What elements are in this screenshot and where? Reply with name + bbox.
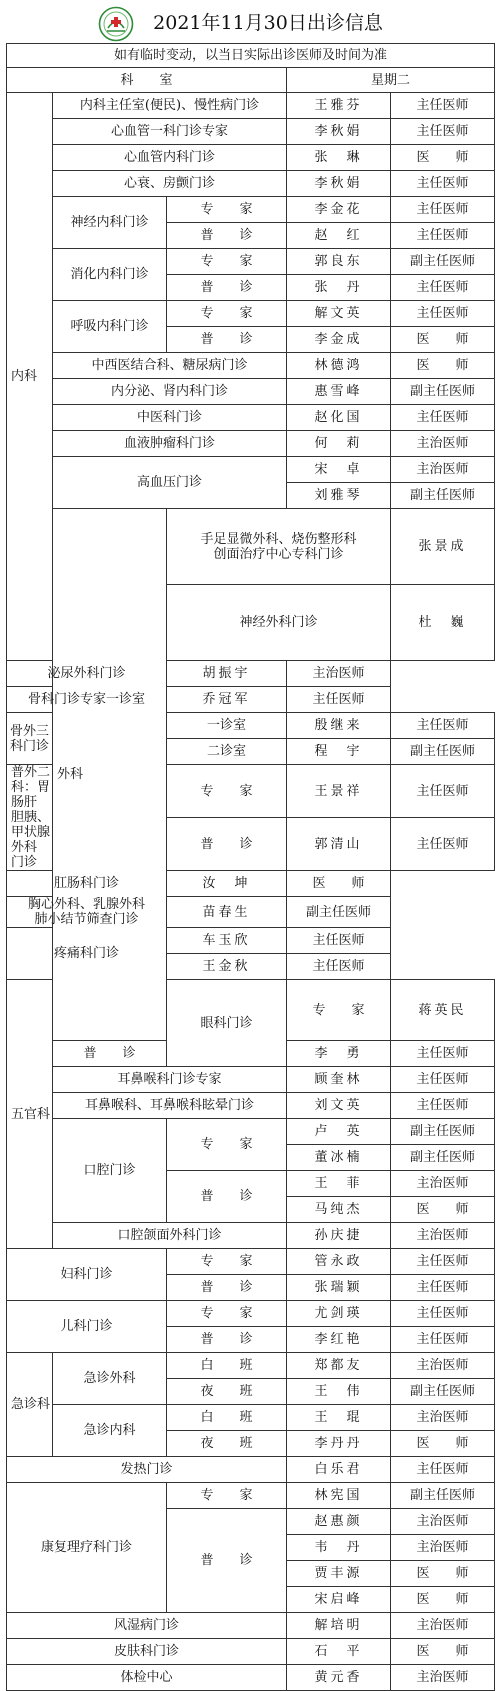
table-cell: 主治医师: [391, 457, 495, 483]
table-cell: 林宪国: [287, 1483, 391, 1509]
table-cell: 刘雅琴: [287, 483, 391, 509]
table-cell: 医 师: [287, 871, 391, 897]
table-cell: 张 丹: [287, 275, 391, 301]
table-cell: 主任医师: [391, 1249, 495, 1275]
table-cell: 医 师: [391, 1561, 495, 1587]
table-cell: 王 伟: [287, 1379, 391, 1405]
table-cell: 耳鼻喉科门诊专家: [53, 1067, 287, 1093]
table-cell: 中医科门诊: [53, 405, 287, 431]
table-cell: 普 诊: [167, 223, 287, 249]
table-cell: 主治医师: [391, 431, 495, 457]
table-cell: 医 师: [391, 1431, 495, 1457]
table-row: [7, 1119, 495, 1145]
table-cell: 副主任医师: [287, 897, 391, 928]
table-cell: 儿科门诊: [7, 1301, 167, 1353]
table-row: [7, 1093, 495, 1119]
table-row: [7, 509, 495, 585]
table-row: [7, 379, 495, 405]
table-cell: 疼痛科门诊: [7, 928, 167, 980]
table-cell: 王 菲: [287, 1171, 391, 1197]
table-cell: 口腔门诊: [53, 1119, 167, 1223]
table-cell: 主任医师: [391, 1041, 495, 1067]
table-cell: 二诊室: [167, 739, 287, 765]
table-cell: 主任医师: [391, 1327, 495, 1353]
table-cell: 主任医师: [391, 197, 495, 223]
table-cell: 解培明: [287, 1613, 391, 1639]
table-cell: 风湿病门诊: [7, 1613, 287, 1639]
table-cell: 韦 丹: [287, 1535, 391, 1561]
table-cell: 主治医师: [391, 1613, 495, 1639]
table-cell: 乔冠军: [167, 687, 287, 713]
table-cell: 专 家: [167, 197, 287, 223]
table-cell: 马纯杰: [287, 1197, 391, 1223]
table-row: [7, 1457, 495, 1483]
table-cell: 专 家: [167, 1301, 287, 1327]
table-cell: 张 琳: [287, 145, 391, 171]
table-cell: 副主任医师: [391, 739, 495, 765]
table-cell: 夜 班: [167, 1379, 287, 1405]
table-cell: 主任医师: [391, 1301, 495, 1327]
table-cell: 普 诊: [167, 818, 287, 871]
table-cell: 急诊内科: [53, 1405, 167, 1457]
table-cell: 王 琨: [287, 1405, 391, 1431]
table-row: [7, 1223, 495, 1249]
table-cell: 赵惠颜: [287, 1509, 391, 1535]
table-cell: 医 师: [391, 327, 495, 353]
table-cell: 专 家: [167, 1249, 287, 1275]
table-cell: 泌尿外科门诊: [7, 661, 167, 687]
table-cell: 何 莉: [287, 431, 391, 457]
header-weekday: 星期二: [287, 68, 495, 93]
table-row: [7, 119, 495, 145]
table-cell: 刘文英: [287, 1093, 391, 1119]
table-cell: 副主任医师: [391, 379, 495, 405]
table-cell: 神经内科门诊: [53, 197, 167, 249]
table-cell: 皮肤科门诊: [7, 1639, 287, 1665]
table-cell: 主任医师: [391, 171, 495, 197]
table-cell: 主治医师: [391, 1223, 495, 1249]
table-cell: 主治医师: [391, 1171, 495, 1197]
table-cell: 医 师: [391, 145, 495, 171]
table-cell: 胸心外科、乳腺外科 肺小结节筛查门诊: [7, 897, 167, 928]
table-row: [7, 1067, 495, 1093]
table-row: [7, 405, 495, 431]
table-cell: 内科主任室(便民)、慢性病门诊: [53, 93, 287, 119]
table-cell: 殷继来: [287, 713, 391, 739]
table-cell: 主任医师: [287, 687, 391, 713]
table-row: [7, 431, 495, 457]
table-cell: 手足显微外科、烧伤整形科 创面治疗中心专科门诊: [167, 509, 391, 585]
table-cell: 主治医师: [391, 1535, 495, 1561]
table-cell: 郭良东: [287, 249, 391, 275]
header-row: [7, 68, 495, 93]
table-cell: 董冰楠: [287, 1145, 391, 1171]
table-row: [7, 197, 495, 223]
table-cell: 李秋娟: [287, 119, 391, 145]
table-cell: 顾奎林: [287, 1067, 391, 1093]
table-row: [7, 661, 495, 687]
table-cell: 口腔颌面外科门诊: [53, 1223, 287, 1249]
table-cell: 医 师: [391, 353, 495, 379]
table-cell: 杜 巍: [391, 585, 495, 661]
table-cell: 眼科门诊: [167, 980, 287, 1067]
table-cell: 专 家: [167, 249, 287, 275]
table-cell: 副主任医师: [391, 483, 495, 509]
table-row: [7, 301, 495, 327]
table-row: [7, 1639, 495, 1665]
table-cell: 李秋娟: [287, 171, 391, 197]
table-cell: 王金秋: [167, 954, 287, 980]
table-row: [7, 687, 495, 713]
table-cell: 惠雪峰: [287, 379, 391, 405]
table-cell: 呼吸内科门诊: [53, 301, 167, 353]
table-cell: 白 班: [167, 1405, 287, 1431]
schedule-table: [6, 43, 495, 1691]
table-cell: 心血管一科门诊专家: [53, 119, 287, 145]
table-cell: 赵 红: [287, 223, 391, 249]
notice-text: 如有临时变动，以当日实际出诊医师及时间为准: [7, 44, 495, 68]
table-cell: 郑都友: [287, 1353, 391, 1379]
table-row: [7, 249, 495, 275]
table-cell: 医 师: [391, 1639, 495, 1665]
table-cell: 蒋英民: [391, 980, 495, 1041]
table-cell: 主治医师: [287, 661, 391, 687]
table-cell: 宋启峰: [287, 1587, 391, 1613]
table-cell: 赵化国: [287, 405, 391, 431]
table-cell: 主治医师: [391, 1665, 495, 1691]
table-row: [7, 1301, 495, 1327]
table-cell: 李红艳: [287, 1327, 391, 1353]
table-cell: 主任医师: [287, 954, 391, 980]
table-row: [7, 1483, 495, 1509]
table-row: [7, 353, 495, 379]
table-cell: 王景祥: [287, 765, 391, 818]
table-cell: 普 诊: [167, 1509, 287, 1613]
page-title: 2021年11月30日出诊信息: [153, 12, 383, 34]
table-cell: 李金成: [287, 327, 391, 353]
table-cell: 车玉欣: [167, 928, 287, 954]
table-cell: 心血管内科门诊: [53, 145, 287, 171]
table-row: [7, 928, 495, 954]
table-row: [7, 897, 495, 928]
table-row: [7, 1353, 495, 1379]
table-cell: 苗春生: [167, 897, 287, 928]
table-cell: 程 宇: [287, 739, 391, 765]
table-cell: 主任医师: [391, 1457, 495, 1483]
table-cell: 石 平: [287, 1639, 391, 1665]
table-cell: 尤剑瑛: [287, 1301, 391, 1327]
table-cell: 主任医师: [391, 1093, 495, 1119]
table-cell: 耳鼻喉科、耳鼻喉科眩晕门诊: [53, 1093, 287, 1119]
table-cell: 卢 英: [287, 1119, 391, 1145]
table-cell: 主治医师: [391, 1509, 495, 1535]
table-cell: 高血压门诊: [53, 457, 287, 509]
table-cell: 副主任医师: [391, 1379, 495, 1405]
table-cell: 神经外科门诊: [167, 585, 391, 661]
table-cell: 发热门诊: [7, 1457, 287, 1483]
table-cell: 普 诊: [167, 1327, 287, 1353]
table-row: [7, 93, 495, 119]
table-row: [7, 1405, 495, 1431]
table-cell: 消化内科门诊: [53, 249, 167, 301]
table-cell: 白 班: [167, 1353, 287, 1379]
table-cell: 普 诊: [53, 1041, 167, 1067]
table-cell: 康复理疗科门诊: [7, 1483, 167, 1613]
table-cell: 主任医师: [391, 119, 495, 145]
table-cell: 普 诊: [167, 1275, 287, 1301]
table-cell: 解文英: [287, 301, 391, 327]
table-cell: 普 诊: [167, 327, 287, 353]
table-cell: 体检中心: [7, 1665, 287, 1691]
table-cell: 张瑞颖: [287, 1275, 391, 1301]
table-cell: 主任医师: [391, 818, 495, 871]
table-cell: 李 勇: [287, 1041, 391, 1067]
table-cell: 骨外三科门诊: [7, 713, 53, 765]
table-cell: 妇科门诊: [7, 1249, 167, 1301]
table-cell: 主任医师: [391, 93, 495, 119]
table-row: [7, 171, 495, 197]
table-row: [7, 1249, 495, 1275]
table-cell: 主任医师: [391, 275, 495, 301]
table-row: [7, 1613, 495, 1639]
table-cell: 夜 班: [167, 1431, 287, 1457]
table-cell: 一诊室: [167, 713, 287, 739]
title-bar: [6, 3, 494, 43]
table-cell: 主任医师: [391, 1275, 495, 1301]
table-cell: 主任医师: [287, 928, 391, 954]
table-cell: 专 家: [167, 765, 287, 818]
table-cell: 胡振宇: [167, 661, 287, 687]
table-cell: 急诊科: [7, 1353, 53, 1457]
table-cell: 中西医结合科、糖尿病门诊: [53, 353, 287, 379]
table-cell: 管永政: [287, 1249, 391, 1275]
table-cell: 李金花: [287, 197, 391, 223]
header-department: 科 室: [7, 68, 287, 93]
table-cell: 外科: [53, 509, 167, 1041]
note-row: [7, 44, 495, 68]
table-row: [7, 145, 495, 171]
table-cell: 急诊外科: [53, 1353, 167, 1405]
table-cell: 五官科: [7, 980, 53, 1249]
table-cell: 主治医师: [391, 1353, 495, 1379]
table-cell: 普外二科：胃肠肝 胆胰、甲状腺外科 门诊: [7, 765, 53, 871]
table-cell: 主任医师: [391, 405, 495, 431]
table-cell: 副主任医师: [391, 1119, 495, 1145]
table-cell: 贾丰源: [287, 1561, 391, 1587]
table-row: [7, 871, 495, 897]
table-row: [7, 1665, 495, 1691]
table-cell: 骨科门诊专家一诊室: [7, 687, 167, 713]
table-cell: 主任医师: [391, 765, 495, 818]
table-cell: 内分泌、肾内科门诊: [53, 379, 287, 405]
table-cell: 李丹丹: [287, 1431, 391, 1457]
table-cell: 主任医师: [391, 301, 495, 327]
table-cell: 肛肠科门诊: [7, 871, 167, 897]
table-cell: 主治医师: [391, 1405, 495, 1431]
table-cell: 白乐君: [287, 1457, 391, 1483]
table-cell: 普 诊: [167, 275, 287, 301]
table-cell: 专 家: [287, 980, 391, 1041]
table-cell: 血液肿瘤科门诊: [53, 431, 287, 457]
table-cell: 医 师: [391, 1197, 495, 1223]
table-cell: 主任医师: [391, 223, 495, 249]
table-cell: 宋 卓: [287, 457, 391, 483]
table-cell: 张景成: [391, 509, 495, 585]
table-cell: 郭清山: [287, 818, 391, 871]
table-cell: 王雅芬: [287, 93, 391, 119]
table-cell: 副主任医师: [391, 249, 495, 275]
table-cell: 副主任医师: [391, 1145, 495, 1171]
table-cell: 汝 坤: [167, 871, 287, 897]
table-cell: 主任医师: [391, 713, 495, 739]
table-cell: 内科: [7, 93, 53, 661]
table-cell: 孙庆捷: [287, 1223, 391, 1249]
schedule-body: [7, 44, 495, 1691]
table-cell: 主任医师: [391, 1067, 495, 1093]
table-cell: 专 家: [167, 301, 287, 327]
table-row: [7, 457, 495, 483]
table-cell: 林德鸿: [287, 353, 391, 379]
table-cell: 心衰、房颤门诊: [53, 171, 287, 197]
table-cell: 专 家: [167, 1119, 287, 1171]
table-cell: 专 家: [167, 1483, 287, 1509]
table-cell: 黄元香: [287, 1665, 391, 1691]
table-cell: 副主任医师: [391, 1483, 495, 1509]
table-cell: 医 师: [391, 1587, 495, 1613]
table-cell: 普 诊: [167, 1171, 287, 1223]
